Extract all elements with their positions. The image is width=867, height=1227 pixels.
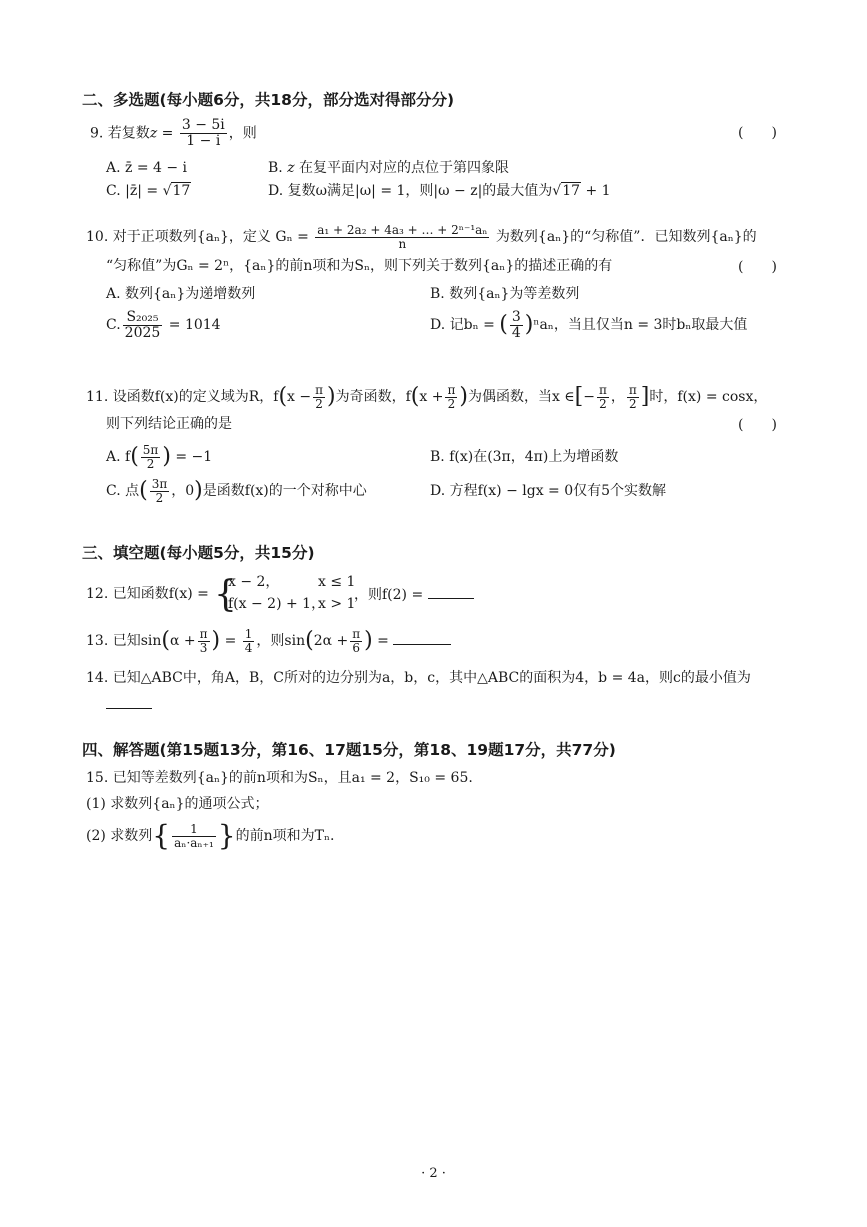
q12-case-1-condition: x ≤ 1 bbox=[318, 574, 356, 590]
question-14-stem: 14. 已知△ABC中，角A，B，C所对的边分别为a，b，c，其中△ABC的面积为4，b = 4a，则c的最小值为 bbox=[86, 670, 751, 686]
section-multi-choice-title: 二、多选题(每小题6分，共18分，部分选对得部分分) bbox=[82, 91, 455, 109]
q14-answer-blank[interactable] bbox=[106, 694, 152, 709]
piecewise-brace: { bbox=[214, 574, 237, 615]
q11-option-d: D. 方程f(x) − lgx = 0仅有5个实数解 bbox=[430, 483, 667, 499]
q11-option-a: A. f( $\frac{5\pi}{2}$ ) = −1 bbox=[106, 442, 213, 471]
q10-option-b: B. 数列{aₙ}为等差数列 bbox=[430, 286, 580, 302]
q14-answer-line bbox=[106, 694, 152, 715]
q12-answer-blank[interactable] bbox=[428, 584, 474, 599]
q9-option-b: B. z 在复平面内对应的点位于第四象限 bbox=[268, 160, 510, 176]
question-15-part-2: (2) 求数列{ $\frac{1}{\text{aₙ·aₙ₊₁}}$ }的前n项和为Tₙ. bbox=[86, 819, 335, 852]
q9-option-d: D. 复数ω满足|ω| = 1，则|ω − z|的最大值为√17 + 1 bbox=[268, 183, 611, 199]
question-12-tail: ，则f(2) = bbox=[354, 584, 474, 605]
q12-case-1: x − 2， bbox=[228, 574, 280, 590]
sqrt-sign: √ bbox=[552, 183, 562, 199]
question-12-lead: 12. 已知函数f(x) = bbox=[86, 586, 209, 602]
question-11-stem: 11. 设函数f(x)的定义域为R，f(x − $\frac{\pi}{2}$ )为奇函数，f(x + $\frac{\pi}{2}$ )为偶函数，当x ∈[− $\frac{\pi}{2}$ ， $\frac{\pi}{2}$ ]时，f(x) = cosx， bbox=[86, 382, 768, 411]
question-15-part-1: (1) 求数列{aₙ}的通项公式； bbox=[86, 796, 269, 812]
page-number: · 2 · bbox=[421, 1166, 446, 1181]
question-11-stem-line2: 则下列结论正确的是 bbox=[106, 416, 232, 432]
q9-fraction: $\frac{3 - 5i}{1 - i}$ bbox=[181, 117, 225, 149]
question-10-stem: 10. 对于正项数列{aₙ}，定义 Gₙ = $\frac{\text{a₁ + 2a₂ + 4a₃ + … + 2ⁿ⁻¹aₙ}}{n}$ 为数列{aₙ}的“匀称值”．已知数列{aₙ}的 bbox=[86, 222, 757, 251]
q10-option-d: D. 记bₙ = ( $\frac{3}{4}$ )ⁿaₙ，当且仅当n = 3时bₙ取最大值 bbox=[430, 308, 748, 341]
q12-case-2: f(x − 2) + 1， bbox=[228, 596, 326, 612]
q10-option-a: A. 数列{aₙ}为递增数列 bbox=[106, 286, 256, 302]
q9-answer-paren: ( ) bbox=[738, 125, 777, 141]
question-10-stem-line2: “匀称值”为Gₙ = 2ⁿ，{aₙ}的前n项和为Sₙ，则下列关于数列{aₙ}的描述正确的有 bbox=[106, 258, 613, 274]
sqrt-sign: √ bbox=[162, 183, 172, 199]
q12-case-2-condition: x > 1 bbox=[318, 596, 356, 612]
section-fill-blank-title: 三、填空题(每小题5分，共15分) bbox=[82, 544, 315, 562]
q11-answer-paren: ( ) bbox=[738, 417, 777, 433]
q10-answer-paren: ( ) bbox=[738, 259, 777, 275]
q9-option-c: C. |z̄| = √17 bbox=[106, 183, 191, 199]
q10-option-c: C. $\frac{\text{S₂₀₂₅}}{2025}$ = 1014 bbox=[106, 308, 221, 341]
q9-option-a: A. z̄ = 4 − i bbox=[106, 160, 188, 176]
q11-option-c: C. 点( $\frac{3\pi}{2}$ ，0)是函数f(x)的一个对称中心 bbox=[106, 476, 367, 505]
q11-option-b: B. f(x)在(3π，4π)上为增函数 bbox=[430, 449, 619, 465]
section-solution-title: 四、解答题(第15题13分，第16、17题15分，第18、19题17分，共77分) bbox=[82, 741, 616, 759]
question-15-stem: 15. 已知等差数列{aₙ}的前n项和为Sₙ，且a₁ = 2，S₁₀ = 65. bbox=[86, 770, 473, 786]
question-13-stem: 13. 已知sin(α + $\frac{\pi}{3}$ ) = $\frac{1}{4}$ ，则sin(2α + $\frac{\pi}{6}$ ) = bbox=[86, 624, 451, 658]
question-9-stem: 9. 若复数z = $\frac{3 - 5i}{1 - i}$ ，则 bbox=[90, 117, 257, 149]
q10-fraction: $\frac{\text{a₁ + 2a₂ + 4a₃ + … + 2ⁿ⁻¹aₙ}}{n}$ bbox=[317, 222, 488, 251]
q13-answer-blank[interactable] bbox=[393, 630, 451, 645]
